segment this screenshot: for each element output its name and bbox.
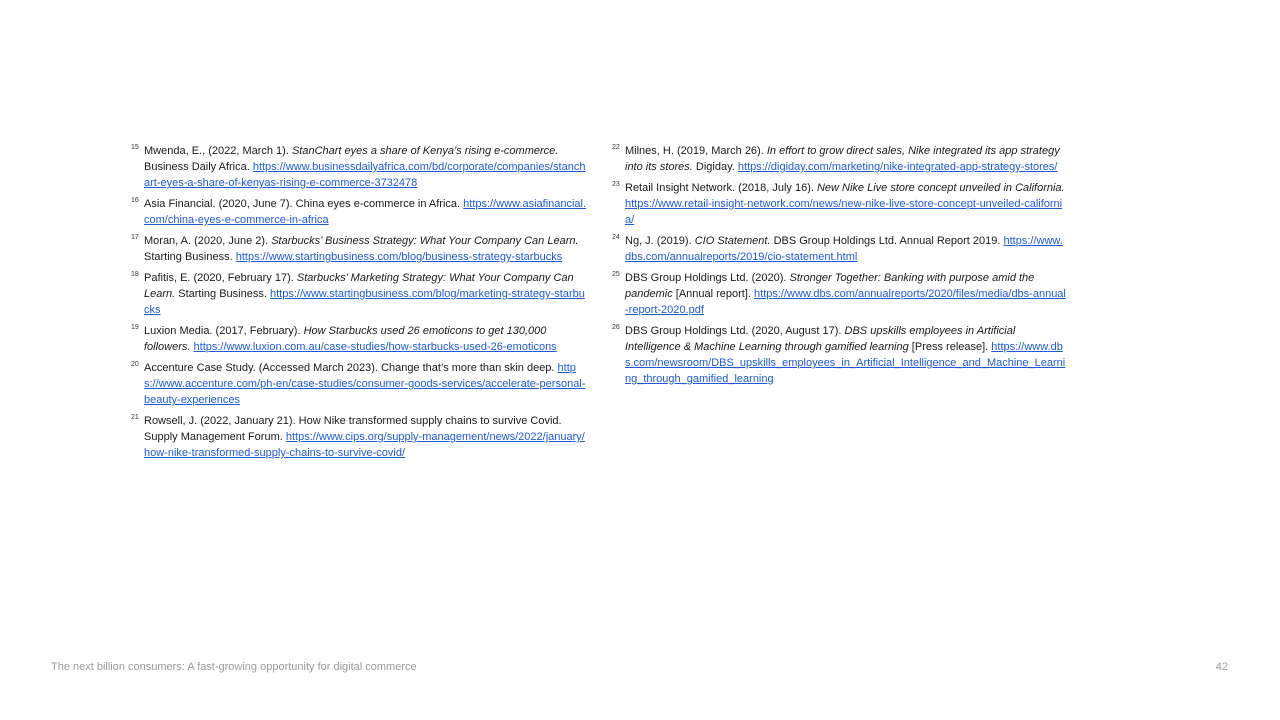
- reference-number: 23: [612, 181, 620, 188]
- reference-text: DBS Group Holdings Ltd. (2020).: [625, 272, 790, 284]
- reference-item: [612, 323, 1068, 387]
- reference-link[interactable]: https://www.dbs.com/newsroom/DBS_upskills_employees_in_Artificial_Intelligence_and_Machine_Learning_through_gamified_learning: [625, 341, 1066, 385]
- reference-title: New Nike Live store concept unveiled in California.: [816, 182, 1065, 194]
- reference-number: 16: [131, 197, 139, 204]
- reference-number: 20: [131, 361, 139, 368]
- reference-number: 26: [612, 324, 620, 331]
- reference-title: DBS upskills employees in Artificial Intelligence & Machine Learning through gamified learning: [625, 325, 1016, 353]
- reference-item: [131, 233, 587, 265]
- reference-text: Pafitis, E. (2020, February 17).: [144, 272, 297, 284]
- reference-link[interactable]: https://www.retail-insight-network.com/news/new-nike-live-store-concept-unveiled-california/: [625, 198, 1063, 226]
- reference-item: [131, 323, 587, 355]
- reference-item: [612, 270, 1068, 318]
- reference-text: DBS Group Holdings Ltd. Annual Report 2019.: [770, 235, 1004, 247]
- reference-text: Ng, J. (2019).: [625, 235, 695, 247]
- reference-link[interactable]: https://www.startingbusiness.com/blog/business-strategy-starbucks: [235, 251, 563, 263]
- reference-text: [Annual report].: [672, 288, 755, 300]
- reference-text: Asia Financial. (2020, June 7). China eyes e-commerce in Africa.: [144, 198, 464, 210]
- reference-text: Luxion Media. (2017, February).: [144, 325, 304, 337]
- reference-link[interactable]: https://www.accenture.com/ph-en/case-studies/consumer-goods-services/accelerate-personal-beauty-experiences: [144, 362, 586, 406]
- reference-link[interactable]: https://digiday.com/marketing/nike-integrated-app-strategy-stores/: [737, 161, 1058, 173]
- reference-number: 25: [612, 271, 620, 278]
- reference-link[interactable]: https://www.dbs.com/annualreports/2019/cio-statement.html: [625, 235, 1063, 263]
- reference-link[interactable]: https://www.luxion.com.au/case-studies/how-starbucks-used-26-emoticons: [193, 341, 557, 353]
- reference-link[interactable]: https://www.businessdailyafrica.com/bd/corporate/companies/stanchart-eyes-a-share-of-kenyas-rising-e-commerce-3732478: [144, 161, 586, 189]
- reference-number: 22: [612, 144, 620, 151]
- reference-title: Starbucks’ Business Strategy: What Your Company Can Learn.: [271, 235, 579, 247]
- reference-title: Starbucks’ Marketing Strategy: What Your Company Can Learn.: [144, 272, 574, 300]
- reference-item: [612, 233, 1068, 265]
- reference-text: Mwenda, E., (2022, March 1).: [144, 145, 292, 157]
- reference-text: Accenture Case Study. (Accessed March 2023). Change that’s more than skin deep.: [144, 362, 558, 374]
- reference-item: [612, 143, 1068, 175]
- reference-title: How Starbucks used 26 emoticons to get 130,000 followers.: [144, 325, 547, 353]
- reference-text: Moran, A. (2020, June 2).: [144, 235, 272, 247]
- reference-link[interactable]: https://www.asiafinancial.com/china-eyes-e-commerce-in-africa: [144, 198, 587, 226]
- reference-title: Stronger Together: Banking with purpose amid the pandemic: [625, 272, 1035, 300]
- reference-item: [131, 360, 587, 408]
- references-left-column: [131, 143, 587, 466]
- reference-link[interactable]: https://www.cips.org/supply-management/news/2022/january/how-nike-transformed-supply-chains-to-survive-covid/: [144, 431, 585, 459]
- reference-number: 19: [131, 324, 139, 331]
- reference-number: 24: [612, 234, 620, 241]
- reference-item: [131, 413, 587, 461]
- reference-number: 17: [131, 234, 139, 241]
- reference-text: Milnes, H. (2019, March 26).: [625, 145, 767, 157]
- references-right-column: [612, 143, 1068, 392]
- reference-link[interactable]: https://www.startingbusiness.com/blog/marketing-strategy-starbucks: [144, 288, 585, 316]
- reference-text: Starting Business.: [144, 251, 236, 263]
- reference-number: 18: [131, 271, 139, 278]
- reference-text: Starting Business.: [175, 288, 270, 300]
- reference-number: 21: [131, 414, 139, 421]
- reference-item: [131, 270, 587, 318]
- reference-item: [612, 180, 1068, 228]
- reference-text: Rowsell, J. (2022, January 21). How Nike transformed supply chains to survive Covid. Supply Management Forum.: [144, 415, 562, 443]
- footer-title: The next billion consumers: A fast-growing opportunity for digital commerce: [51, 661, 417, 673]
- reference-link[interactable]: https://www.dbs.com/annualreports/2020/files/media/dbs-annual-report-2020.pdf: [625, 288, 1066, 316]
- reference-title: In effort to grow direct sales, Nike integrated its app strategy into its stores.: [625, 145, 1060, 173]
- reference-item: [131, 196, 587, 228]
- reference-text: [Press release].: [908, 341, 992, 353]
- reference-text: Business Daily Africa.: [144, 161, 253, 173]
- reference-item: [131, 143, 587, 191]
- reference-number: 15: [131, 144, 139, 151]
- reference-text: DBS Group Holdings Ltd. (2020, August 17).: [625, 325, 845, 337]
- reference-title: StanChart eyes a share of Kenya’s rising e-commerce.: [291, 145, 559, 157]
- reference-text: Digiday.: [692, 161, 738, 173]
- page-number: 42: [1215, 661, 1228, 673]
- reference-title: CIO Statement.: [694, 235, 771, 247]
- reference-text: Retail Insight Network. (2018, July 16).: [625, 182, 817, 194]
